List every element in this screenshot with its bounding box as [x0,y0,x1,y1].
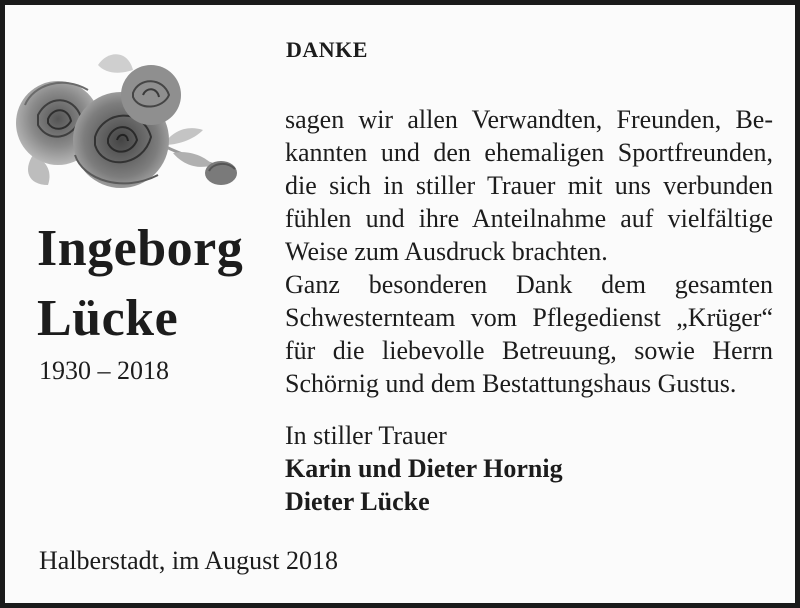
closing-phrase: In stiller Trauer [285,421,447,450]
text-line: Schörnig und dem Bestattungshaus Gustus. [285,369,737,398]
text-line: sagen wir allen Verwandten, Freunden, Be- [285,105,773,134]
life-years: 1930 – 2018 [39,356,169,385]
text-line: kannten und den ehemaligen Sportfreunden, [285,138,773,167]
text-line: für die liebevolle Betreuung, sowie Herrn [285,336,773,365]
deceased-first-name: Ingeborg [37,220,244,277]
signer-name: Dieter Lücke [285,487,430,516]
roses-illustration [13,45,243,195]
thank-you-text [285,103,773,400]
text-line: die sich in stiller Trauer mit uns verbunden [285,171,773,200]
text-line: Schwesternteam vom Pflegedienst „Krüger“ [285,303,773,332]
place-date: Halberstadt, im August 2018 [39,546,338,575]
text-line: Weise zum Ausdruck brachten. [285,237,608,266]
text-line: Ganz besonderen Dank dem gesamten [285,270,773,299]
text-line: fühlen und ihre Anteilnahme auf vielfältige [285,204,773,233]
deceased-last-name: Lücke [37,290,179,347]
signer-name: Karin und Dieter Hornig [285,454,563,483]
notice-heading: DANKE [286,37,368,62]
